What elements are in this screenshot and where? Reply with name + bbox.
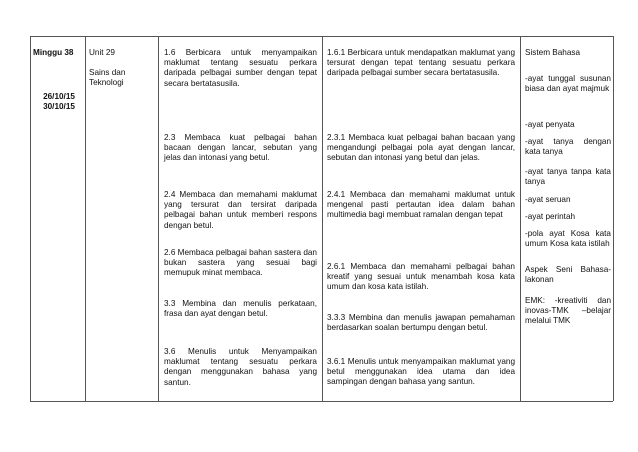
week-end-date: 30/10/15 [43,102,75,111]
unit-title: Unit 29 [89,48,115,57]
notes-item: -ayat penyata [525,120,575,129]
notes-item: -ayat perintah [525,212,576,221]
notes-item: -ayat seruan [525,195,571,204]
notes-item: -ayat tunggal susunan biasa dan ayat majmuk [525,74,611,94]
objective-item: 3.3.3 Membina dan menulis jawapan pemahaman berdasarkan soalan bertumpu dengan betul. [327,313,515,333]
objective-item: 1.6.1 Berbicara untuk mendapatkan maklumat yang tersurat dengan tepat tentang sesuatu perkara daripada pelbagai sumber secara bertatasusila. [327,48,515,78]
objective-item: 2.3.1 Membaca kuat pelbagai bahan bacaan yang mengandungi pelbagai pola ayat dengan lancar, sebutan dan intonasi yang betul dan jelas. [327,133,515,163]
column-divider [85,36,86,401]
notes-item: -ayat tanya tanpa kata tanya [525,167,611,187]
column-divider [30,36,31,401]
standard-item: 2.6 Membaca pelbagai bahan sastera dan bukan sastera yang sesuai bagi memupuk minat membaca. [164,248,317,278]
standard-item: 2.4 Membaca dan memahami maklumat yang tersurat dan tersirat daripada pelbagai bahan untuk memberi respons dengan betul. [164,190,317,230]
unit-theme: Sains dan Teknologi [89,68,126,88]
column-divider [613,36,614,401]
notes-item: -pola ayat Kosa kata umum Kosa kata istilah [525,229,611,249]
week-label: Minggu 38 [33,48,74,57]
notes-item: Aspek Seni Bahasa-lakonan [525,265,611,285]
table-bottom-border [30,401,613,402]
column-divider [322,36,323,401]
objective-item: 2.6.1 Membaca dan memahami pelbagai bahan kreatif yang sesuai untuk menambah kosa kata umum dan kosa kata istilah. [327,262,515,292]
notes-heading: Sistem Bahasa [525,48,581,57]
notes-item: EMK: -kreativiti dan inovas-TMK –belajar melalui TMK [525,296,611,326]
standard-item: 3.6 Menulis untuk Menyampaikan maklumat tentang sesuatu perkara dengan menggunakan bahasa yang santun. [164,347,317,387]
standard-item: 3.3 Membina dan menulis perkataan, frasa dan ayat dengan betul. [164,299,317,319]
objective-item: 3.6.1 Menulis untuk menyampaikan maklumat yang betul menggunakan idea utama dan idea sampingan dengan bahasa yang santun. [327,357,515,387]
column-divider [158,36,159,401]
standard-item: 2.3 Membaca kuat pelbagai bahan bacaan dengan lancar, sebutan yang jelas dan intonasi yang betul. [164,133,317,163]
week-start-date: 26/10/15 [43,92,75,101]
column-divider [520,36,521,401]
objective-item: 2.4.1 Membaca dan memahami maklumat untuk mengenal pasti pertautan idea dalam bahan multimedia bagi membuat ramalan dengan tepat [327,190,515,220]
notes-item: -ayat tanya dengan kata tanya [525,137,611,157]
standard-item: 1.6 Berbicara untuk menyampaikan maklumat tentang sesuatu perkara daripada pelbagai sumber dengan tepat secara bertatasusila. [164,48,317,88]
